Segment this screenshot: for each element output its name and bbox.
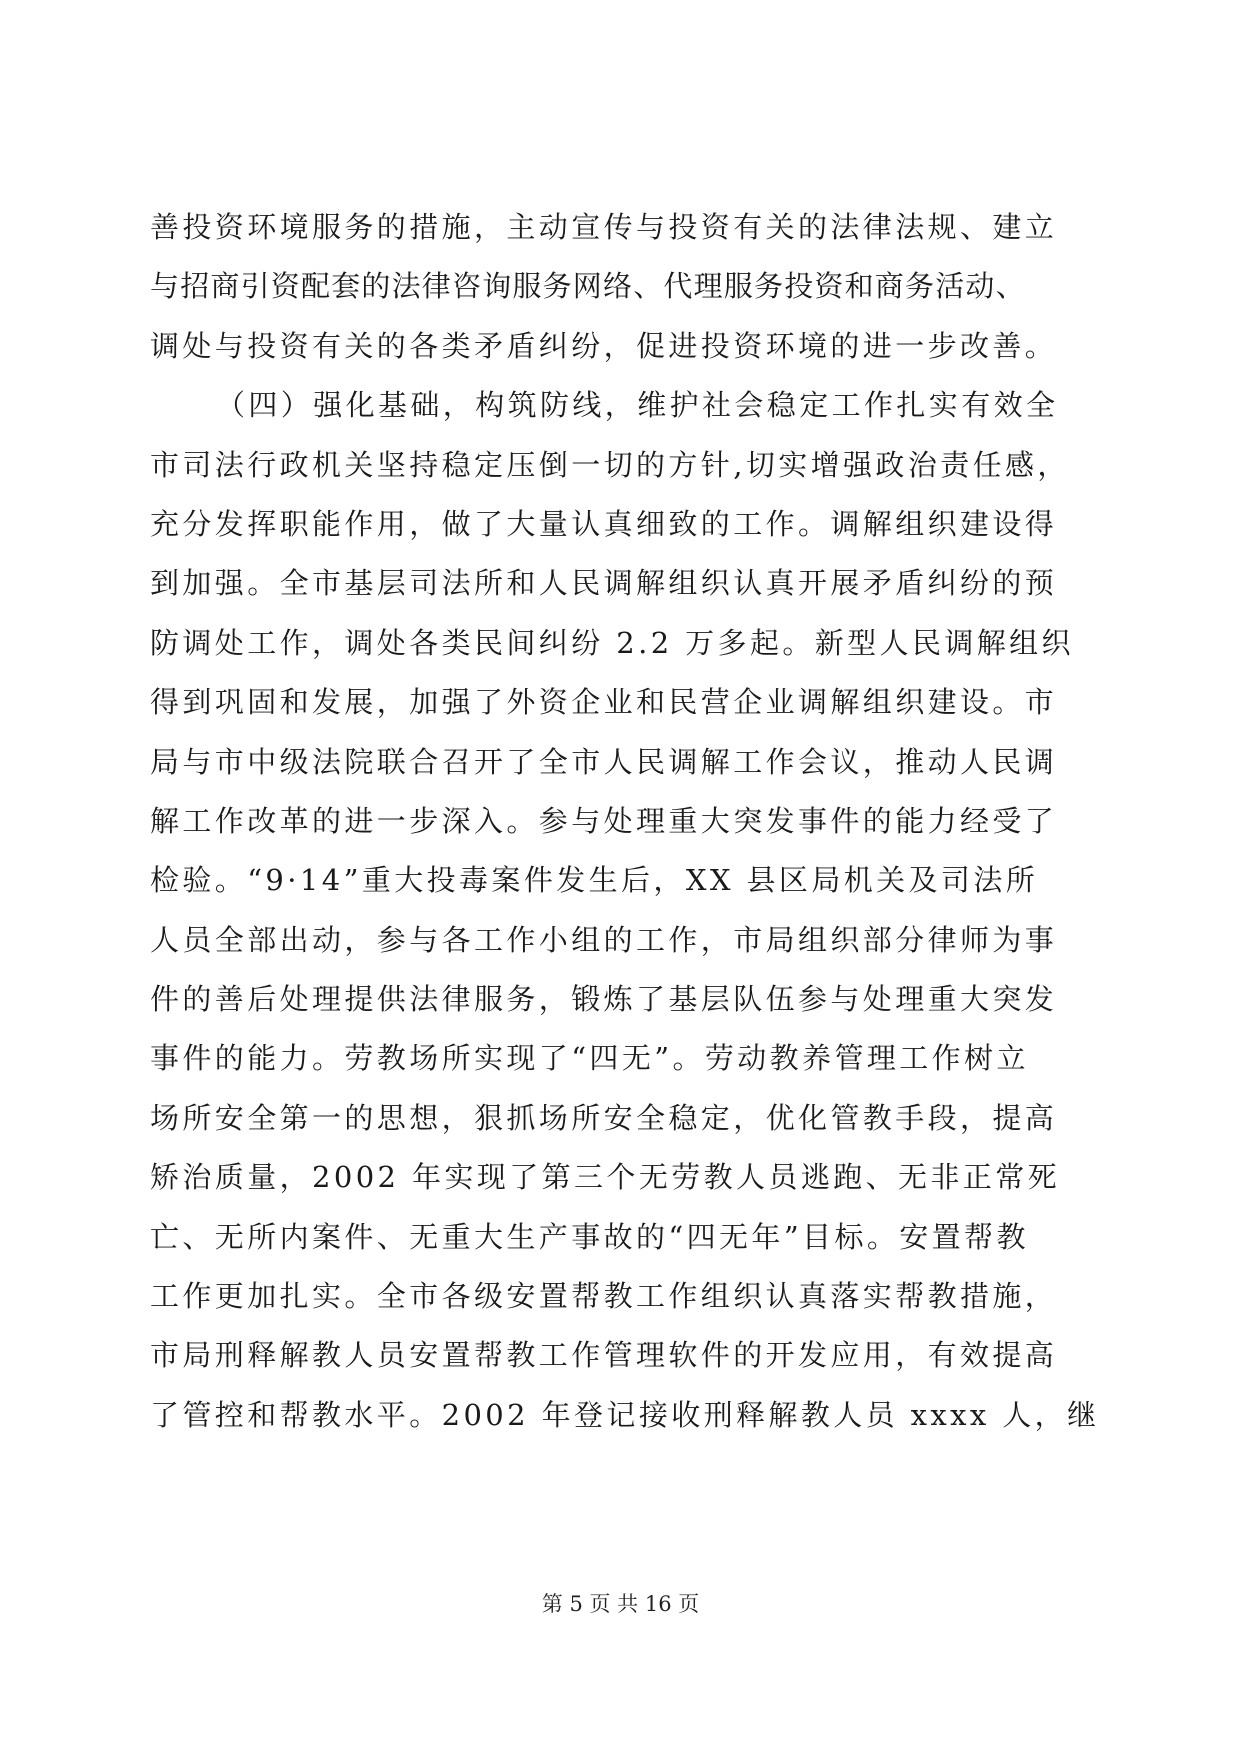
body-line: 检验。“9·14”重大投毒案件发生后，XX 县区局机关及司法所: [150, 863, 1039, 898]
page-number-footer: 第 5 页 共 16 页: [541, 1592, 700, 1616]
body-line: 充分发挥职能作用，做了大量认真细致的工作。调解组织建设得: [150, 506, 1058, 541]
body-line: 件的善后处理提供法律服务，锻炼了基层队伍参与处理重大突发: [150, 982, 1058, 1017]
body-line: 亡、无所内案件、无重大生产事故的“四无年”目标。安置帮教: [150, 1219, 1029, 1254]
document-body: [150, 198, 1110, 1445]
body-line: 市局刑释解教人员安置帮教工作管理软件的开发应用，有效提高: [150, 1338, 1058, 1373]
body-line: 了管控和帮教水平。2002 年登记接收刑释解教人员 xxxx 人，继: [150, 1397, 1100, 1432]
body-line: 矫治质量，2002 年实现了第三个无劳教人员逃跑、无非正常死: [150, 1160, 1061, 1195]
body-line: 工作更加扎实。全市各级安置帮教工作组织认真落实帮教措施，: [150, 1279, 1058, 1314]
body-line: 场所安全第一的思想，狠抓场所安全稳定，优化管教手段，提高: [150, 1100, 1058, 1135]
body-line: 到加强。全市基层司法所和人民调解组织认真开展矛盾纠纷的预: [150, 566, 1058, 601]
body-line: 局与市中级法院联合召开了全市人民调解工作会议，推动人民调: [150, 744, 1058, 779]
section-heading-line: （四）强化基础，构筑防线，维护社会稳定工作扎实有效全: [216, 388, 1059, 423]
body-line: 善投资环境服务的措施，主动宣传与投资有关的法律法规、建立: [150, 210, 1058, 244]
body-line: 与招商引资配套的法律咨询服务网络、代理服务投资和商务活动、: [150, 269, 1026, 304]
body-line: 调处与投资有关的各类矛盾纠纷，促进投资环境的进一步改善。: [150, 328, 1058, 363]
body-line: 人员全部出动，参与各工作小组的工作，市局组织部分律师为事: [150, 922, 1058, 957]
body-line: 事件的能力。劳教场所实现了“四无”。劳动教养管理工作树立: [150, 1041, 1029, 1076]
body-line: 市司法行政机关坚持稳定压倒一切的方针,切实增强政治责任感，: [150, 447, 1070, 482]
body-line: 得到巩固和发展，加强了外资企业和民营企业调解组织建设。市: [150, 685, 1058, 720]
body-line: 防调处工作，调处各类民间纠纷 2.2 万多起。新型人民调解组织: [150, 625, 1074, 660]
body-line: 解工作改革的进一步深入。参与处理重大突发事件的能力经受了: [150, 803, 1058, 838]
